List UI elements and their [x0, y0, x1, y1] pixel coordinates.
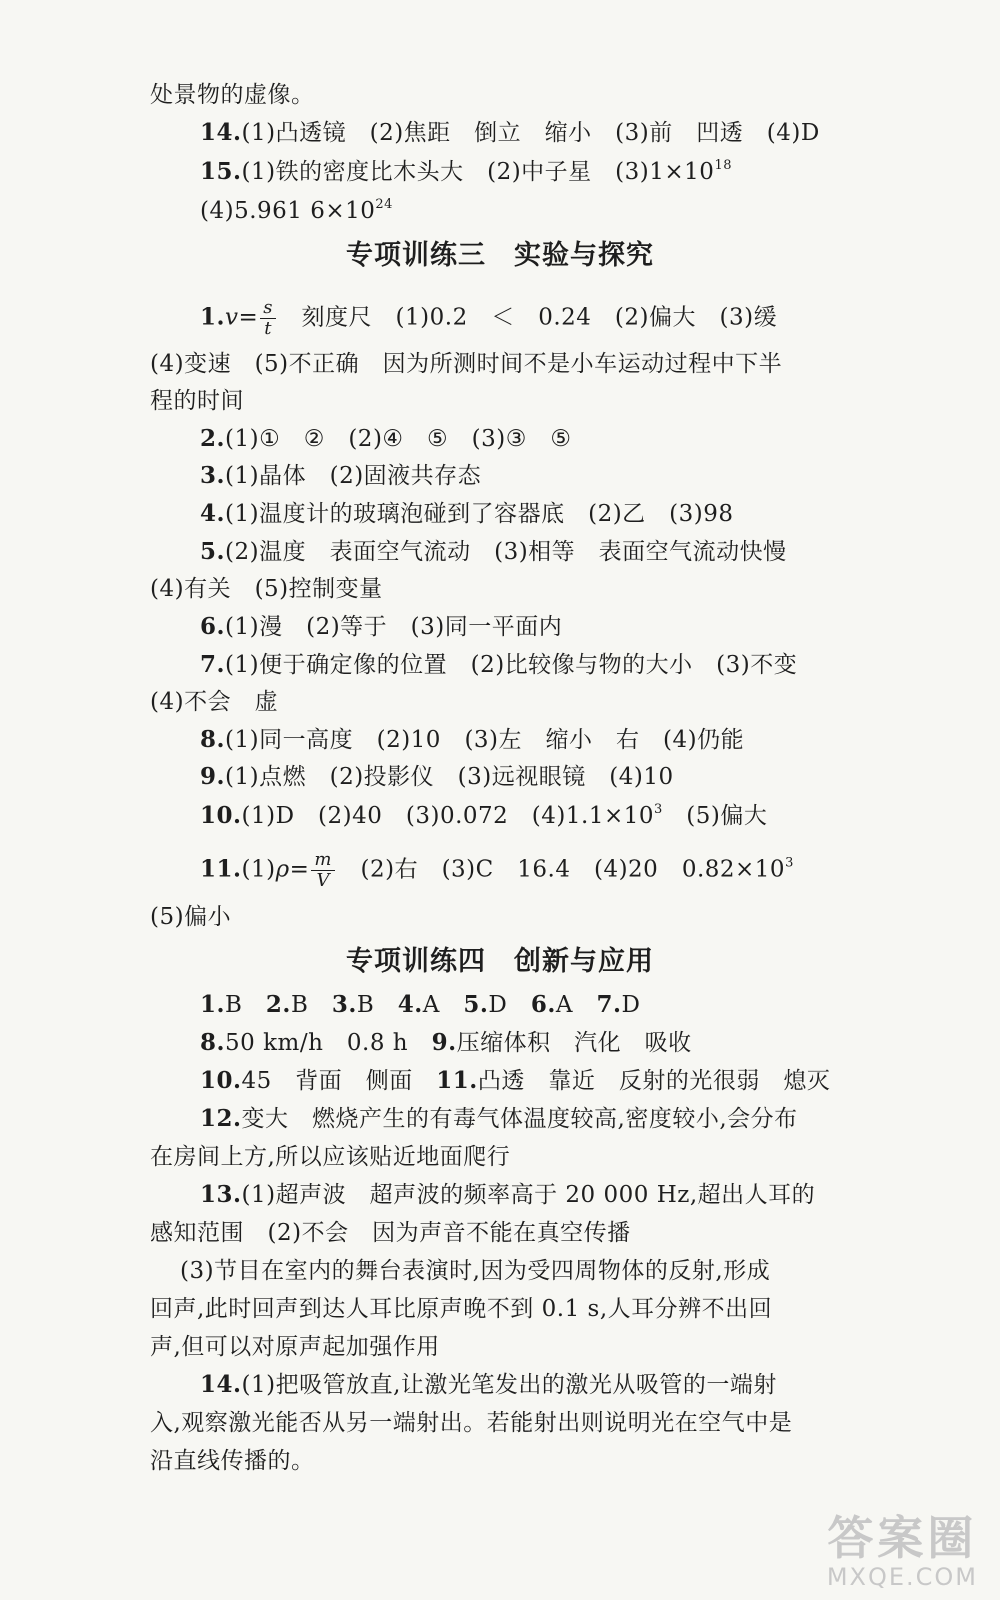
- answer-number: 7.: [596, 991, 622, 1018]
- fraction-s-over-t: $\frac{s}{t}$: [260, 298, 276, 339]
- section-title-4: 专项训练四 创新与应用: [346, 946, 654, 977]
- s4-answer-14-cont2: 沿直线传播的。: [150, 1448, 315, 1474]
- text-line: 处景物的虚像。: [150, 82, 315, 108]
- answer-choice: B: [290, 992, 332, 1018]
- fraction-m-over-v: $\frac{m}{V}$: [311, 850, 335, 891]
- s4-answer-12: 12.变大 燃烧产生的有毒气体温度较高,密度较小,会分布: [200, 1105, 798, 1132]
- s3-answer-5-cont: (4)有关 (5)控制变量: [150, 576, 383, 602]
- answer-14: 14.(1)凸透镜 (2)焦距 倒立 缩小 (3)前 凹透 (4)D: [200, 119, 820, 146]
- s3-answer-7-cont: (4)不会 虚: [150, 689, 279, 715]
- s3-answer-5: 5.(2)温度 表面空气流动 (3)相等 表面空气流动快慢: [200, 538, 787, 565]
- answer-choice: D: [621, 992, 641, 1018]
- s4-answer-14: 14.(1)把吸管放直,让激光笔发出的激光从吸管的一端射: [200, 1371, 777, 1398]
- s3-answer-11: 11.(1)ρ= $\frac{m}{V}$ (2)右 (3)C 16.4 (4)20 $0.82\times 10^3$: [200, 849, 794, 891]
- answer-choice: D: [488, 992, 531, 1018]
- s3-answer-2: 2.(1)① ② (2)④ ⑤ (3)③ ⑤: [200, 425, 572, 452]
- answer-choice: A: [555, 992, 597, 1018]
- s3-answer-1-cont2: 程的时间: [150, 388, 244, 414]
- s4-answer-13-part3-cont2: 声,但可以对原声起加强作用: [150, 1334, 440, 1360]
- answer-number: 4.: [397, 991, 423, 1018]
- s4-answer-10-11: 10.45 背面 侧面 11.凸透 靠近 反射的光很弱 熄灭: [200, 1067, 831, 1094]
- s4-answer-13-part3-cont: 回声,此时回声到达人耳比原声晚不到 0.1 s,人耳分辨不出回: [150, 1296, 773, 1322]
- answer-number: 2.: [265, 991, 291, 1018]
- s3-answer-8: 8.(1)同一高度 (2)10 (3)左 缩小 右 (4)仍能: [200, 726, 745, 753]
- s4-answer-13-cont: 感知范围 (2)不会 因为声音不能在真空传播: [150, 1220, 631, 1246]
- s3-answer-10: 10.(1)D (2)40 (3)0.072 $(4)1.1\times 10^3$ (5)偏大: [200, 802, 768, 829]
- section-title-3: 专项训练三 实验与探究: [346, 240, 654, 271]
- s4-answer-12-cont: 在房间上方,所以应该贴近地面爬行: [150, 1144, 511, 1170]
- s3-answer-11-cont: (5)偏小: [150, 904, 232, 930]
- s4-answer-8-9: 8.50 km/h 0.8 h 9.压缩体积 汽化 吸收: [200, 1029, 692, 1056]
- s3-answer-7: 7.(1)便于确定像的位置 (2)比较像与物的大小 (3)不变: [200, 651, 798, 678]
- answer-number: 3.: [331, 991, 357, 1018]
- s4-answers-1-7: [200, 990, 640, 1020]
- answer-15: 15.(1)铁的密度比木头大 (2)中子星 $(3)1\times 10^{18}$: [200, 158, 732, 185]
- s4-answer-13-part3: (3)节目在室内的舞台表演时,因为受四周物体的反射,形成: [180, 1258, 771, 1284]
- answer-choice: A: [422, 992, 464, 1018]
- s3-answer-1-cont: (4)变速 (5)不正确 因为所测时间不是小车运动过程中下半: [150, 351, 783, 377]
- answer-number: 1.: [200, 991, 226, 1018]
- s4-answer-14-cont: 入,观察激光能否从另一端射出。若能射出则说明光在空气中是: [150, 1410, 793, 1436]
- watermark-logo: 答案圈 MXQE.COM: [826, 1511, 978, 1591]
- answer-number: 5.: [463, 991, 489, 1018]
- answer-choice: B: [356, 992, 398, 1018]
- answer-15-cont: (4)5.961 $6\times 10^{24}$: [200, 197, 393, 224]
- s3-answer-9: 9.(1)点燃 (2)投影仪 (3)远视眼镜 (4)10: [200, 763, 674, 790]
- s3-answer-3: 3.(1)晶体 (2)固液共存态: [200, 462, 482, 489]
- s3-answer-1: 1.v= $\frac{s}{t}$ 刻度尺 (1)0.2 ＜ 0.24 (2)偏大 (3)缓: [200, 297, 778, 339]
- s4-answer-13: 13.(1)超声波 超声波的频率高于 20 000 Hz,超出人耳的: [200, 1181, 816, 1208]
- answer-number: 6.: [530, 991, 556, 1018]
- s3-answer-6: 6.(1)漫 (2)等于 (3)同一平面内: [200, 613, 563, 640]
- s3-answer-4: 4.(1)温度计的玻璃泡碰到了容器底 (2)乙 (3)98: [200, 500, 734, 527]
- answer-choice: B: [225, 992, 266, 1018]
